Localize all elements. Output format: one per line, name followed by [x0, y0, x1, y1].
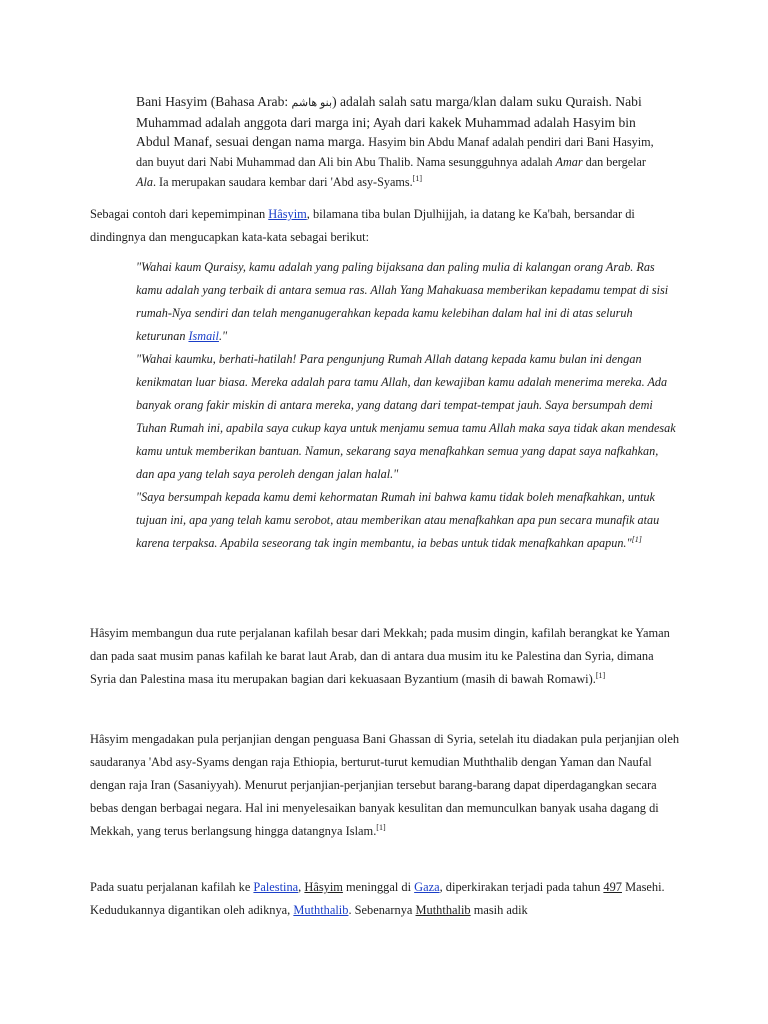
para1-text-1: Sebagai contoh dari kepemimpinan [90, 207, 269, 221]
reference-3[interactable]: [1] [595, 671, 606, 680]
arabic-name: بنو هاشم [291, 97, 333, 109]
intro-text-1: Bani Hasyim (Bahasa Arab: [136, 94, 292, 109]
link-muththalib[interactable]: Muththalib [293, 903, 349, 917]
treaties-paragraph [90, 728, 680, 843]
intro-text-4: dan bergelar [582, 155, 646, 169]
quote-1-text: "Wahai kaum Quraisy, kamu adalah yang paling bijaksana dan paling mulia di kalangan orang Arab. Ras kamu adalah yang terbaik di antara semua ras. Allah Yang Mahakuasa memberikan kepadamu tempat di sisi rumah-Nya sendiri dan telah menganugerahkan kepada kamu kelebihan dalam hal ini di atas seluruh keturunan [136, 260, 669, 343]
link-hasyim-2[interactable]: Hâsyim [304, 880, 343, 894]
quote-1-end: ." [218, 329, 228, 343]
quote-paragraph-2 [136, 348, 676, 486]
quote-3-text: "Saya bersumpah kepada kamu demi kehormatan Rumah ini bahwa kamu tidak boleh menafkahkan, untuk tujuan ini, apa yang telah kamu serobot, atau memberikan atau menafkahkan apa pun secara munafik atau karena terpaksa. Apabila seseorang tak ingin membantu, ia bebas untuk tidak menafkahkan apapun." [136, 490, 660, 550]
link-muththalib-2[interactable]: Muththalib [415, 903, 471, 917]
intro-text-2: ) adalah salah satu marga/klan dalam suku Quraish. Nabi Muhammad adalah anggota dari marga ini; Ayah dari kakek Muhammad adalah Hasyim bin Abdul Manaf, sesuai dengan nama marga. [136, 94, 642, 149]
quote-2-text: "Wahai kaumku, berhati-hatilah! Para pengunjung Rumah Allah datang kepada kamu bulan ini dengan kenikmatan luar biasa. Mereka adalah para tamu Allah, dan kewajiban kamu adalah menerima mereka. Ada banyak orang fakir miskin di antara mereka, yang datang dari tempat-tempat jauh. Saya bersumpah demi Tuhan Rumah ini, apabila saya cukup kaya untuk menjamu semua tamu Allah maka saya tidak akan mendesak kamu untuk memberikan bantuan. Namun, sekarang saya menafkahkan semua yang dapat saya nafkahkan, dan apa yang telah saya peroleh dengan jalan halal." [136, 352, 676, 481]
para4-text-4: , diperkirakan terjadi pada tahun [439, 880, 604, 894]
intro-paragraph [136, 92, 656, 192]
reference-4[interactable]: [1] [376, 823, 386, 832]
reference-1[interactable]: [1] [412, 174, 422, 183]
para4-text-7: masih adik [470, 903, 528, 917]
intro-text-3: Hasyim bin Abdu Manaf adalah pendiri dari Bani Hasyim, dan buyut dari Nabi Muhammad dan Ali bin Abu Thalib. Nama sesungguhnya adalah [136, 135, 654, 169]
para4-text-2: , [298, 880, 305, 894]
intro-text-5: . Ia merupakan saudara kembar dari 'Abd asy-Syams. [152, 175, 413, 189]
para3-text: Hâsyim mengadakan pula perjanjian dengan penguasa Bani Ghassan di Syria, setelah itu diadakan pula perjanjian oleh saudaranya 'Abd asy-Syams dengan raja Ethiopia, berturut-turut kemudian Muththalib dengan Yaman dan Naufal dengan raja Iran (Sasaniyyah). Menurut perjanjian-perjanjian tersebut barang-barang dapat diperdagangkan secara bebas dengan berbagai negara. Hal ini menyelesaikan banyak kesulitan dan memunculkan banyak usaha dagang di Mekkah, yang terus berlangsung hingga datangnya Islam. [90, 732, 680, 838]
link-hasyim[interactable]: Hâsyim [268, 207, 307, 221]
link-palestina[interactable]: Palestina [253, 880, 299, 894]
para4-text-3: meninggal di [342, 880, 415, 894]
trade-routes-paragraph [90, 622, 680, 691]
intro-ala: Ala [136, 175, 153, 189]
death-paragraph [90, 876, 680, 922]
link-ismail[interactable]: Ismail [188, 329, 219, 343]
leadership-paragraph [90, 203, 680, 249]
link-497[interactable]: 497 [603, 880, 622, 894]
para2-text: Hâsyim membangun dua rute perjalanan kafilah besar dari Mekkah; pada musim dingin, kafilah berangkat ke Yaman dan pada saat musim panas kafilah ke barat laut Arab, dan di antara dua musim itu ke Palestina dan Syria, dimana Syria dan Palestina masa itu merupakan bagian dari kekuasaan Byzantium (masih di bawah Romawi). [90, 626, 670, 686]
para4-text-5: Masehi. Kedudukannya digantikan oleh adiknya, [90, 880, 665, 917]
link-gaza[interactable]: Gaza [414, 880, 440, 894]
intro-amar: Amar [555, 155, 583, 169]
reference-2[interactable]: [1] [631, 535, 642, 544]
para1-text-2: , bilamana tiba bulan Djulhijjah, ia datang ke Ka'bah, bersandar di dindingnya dan mengucapkan kata-kata sebagai berikut: [90, 207, 635, 244]
speech-quote [136, 256, 676, 555]
quote-paragraph-1 [136, 256, 676, 348]
quote-paragraph-3 [136, 486, 676, 555]
para4-text-6: . Sebenarnya [348, 903, 416, 917]
para4-text-1: Pada suatu perjalanan kafilah ke [90, 880, 254, 894]
